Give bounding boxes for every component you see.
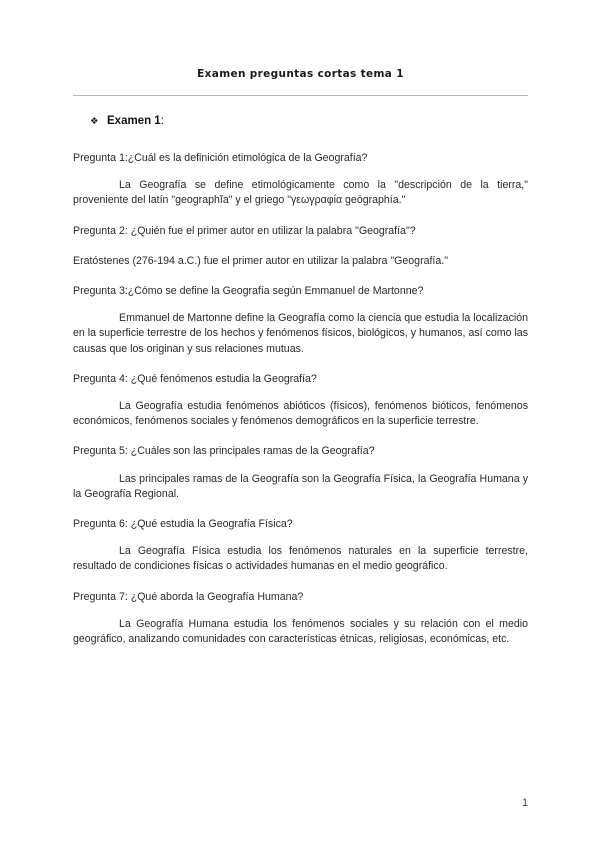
question-paragraph: Pregunta 1:¿Cuál es la definición etimológica de la Geografía? bbox=[73, 152, 368, 164]
answer-paragraph: Las principales ramas de la Geografía son la Geografía Física, la Geografía Humana y la Geografía Regional. bbox=[73, 472, 528, 500]
section-heading-label: Examen 1 bbox=[107, 115, 161, 127]
paragraph-spacer bbox=[73, 575, 528, 590]
header-title: Examen preguntas cortas tema 1 bbox=[197, 68, 404, 80]
page-number: 1 bbox=[522, 797, 528, 809]
question-paragraph: Pregunta 7: ¿Qué aborda la Geografía Humana? bbox=[73, 590, 304, 603]
question-paragraph: Pregunta 3:¿Cómo se define la Geografía según Emmanuel de Martonne? bbox=[73, 285, 424, 298]
document-header bbox=[73, 68, 528, 81]
paragraph-spacer bbox=[73, 502, 528, 517]
question-paragraph: Pregunta 2: ¿Quién fue el primer autor en utilizar la palabra "Geografía"? bbox=[73, 224, 416, 237]
paragraph-spacer bbox=[73, 387, 528, 399]
header-divider bbox=[73, 95, 528, 96]
question-paragraph: Pregunta 4: ¿Qué fenómenos estudia la Geografía? bbox=[73, 372, 317, 385]
question-paragraph: Pregunta 6: ¿Qué estudia la Geografía Física? bbox=[73, 518, 293, 531]
paragraph-spacer bbox=[73, 166, 528, 178]
question-paragraph: Eratóstenes (276-194 a.C.) fue el primer autor en utilizar la palabra "Geografía." bbox=[73, 254, 448, 267]
paragraph-spacer bbox=[73, 269, 528, 284]
answer-paragraph: La Geografía se define etimológicamente como la "descripción de la tierra," proveniente del latín "geographĭa" y el griego "γεωγραφία geōgraphía." bbox=[73, 179, 528, 207]
paragraph-list bbox=[73, 130, 528, 647]
paragraph-spacer bbox=[73, 605, 528, 617]
paragraph-spacer bbox=[73, 357, 528, 372]
diamond-bullet-icon: ❖ bbox=[90, 116, 99, 127]
answer-paragraph: Emmanuel de Martonne define la Geografía como la ciencia que estudia la localización en la superficie terrestre de los hechos y fenómenos físicos, biológicos, y humanos, así como las causas que los originan y sus relaciones mutuas. bbox=[73, 312, 528, 355]
paragraph-spacer bbox=[73, 299, 528, 311]
section-heading bbox=[90, 113, 528, 130]
paragraph-spacer bbox=[73, 460, 528, 472]
answer-paragraph: La Geografía Física estudia los fenómenos naturales en la superficie terrestre, resultado de condiciones físicas o actividades humanas en el medio geográfico. bbox=[73, 545, 528, 573]
document-body bbox=[73, 113, 528, 647]
section-heading-colon: : bbox=[160, 115, 164, 127]
paragraph-spacer bbox=[73, 532, 528, 544]
question-paragraph: Pregunta 5: ¿Cuáles son las principales ramas de la Geografía? bbox=[73, 445, 375, 458]
answer-paragraph: La Geografía Humana estudia los fenómenos sociales y su relación con el medio geográfico, analizando comunidades con características étnicas, religiosas, económicas, etc. bbox=[73, 617, 528, 646]
paragraph-spacer bbox=[73, 130, 528, 151]
answer-paragraph: La Geografía estudia fenómenos abióticos (físicos), fenómenos bióticos, fenómenos económicos, fenómenos sociales y fenómenos demográficos en la superficie terrestre. bbox=[73, 400, 528, 428]
paragraph-spacer bbox=[73, 429, 528, 444]
paragraph-spacer bbox=[73, 239, 528, 254]
paragraph-spacer bbox=[73, 209, 528, 224]
